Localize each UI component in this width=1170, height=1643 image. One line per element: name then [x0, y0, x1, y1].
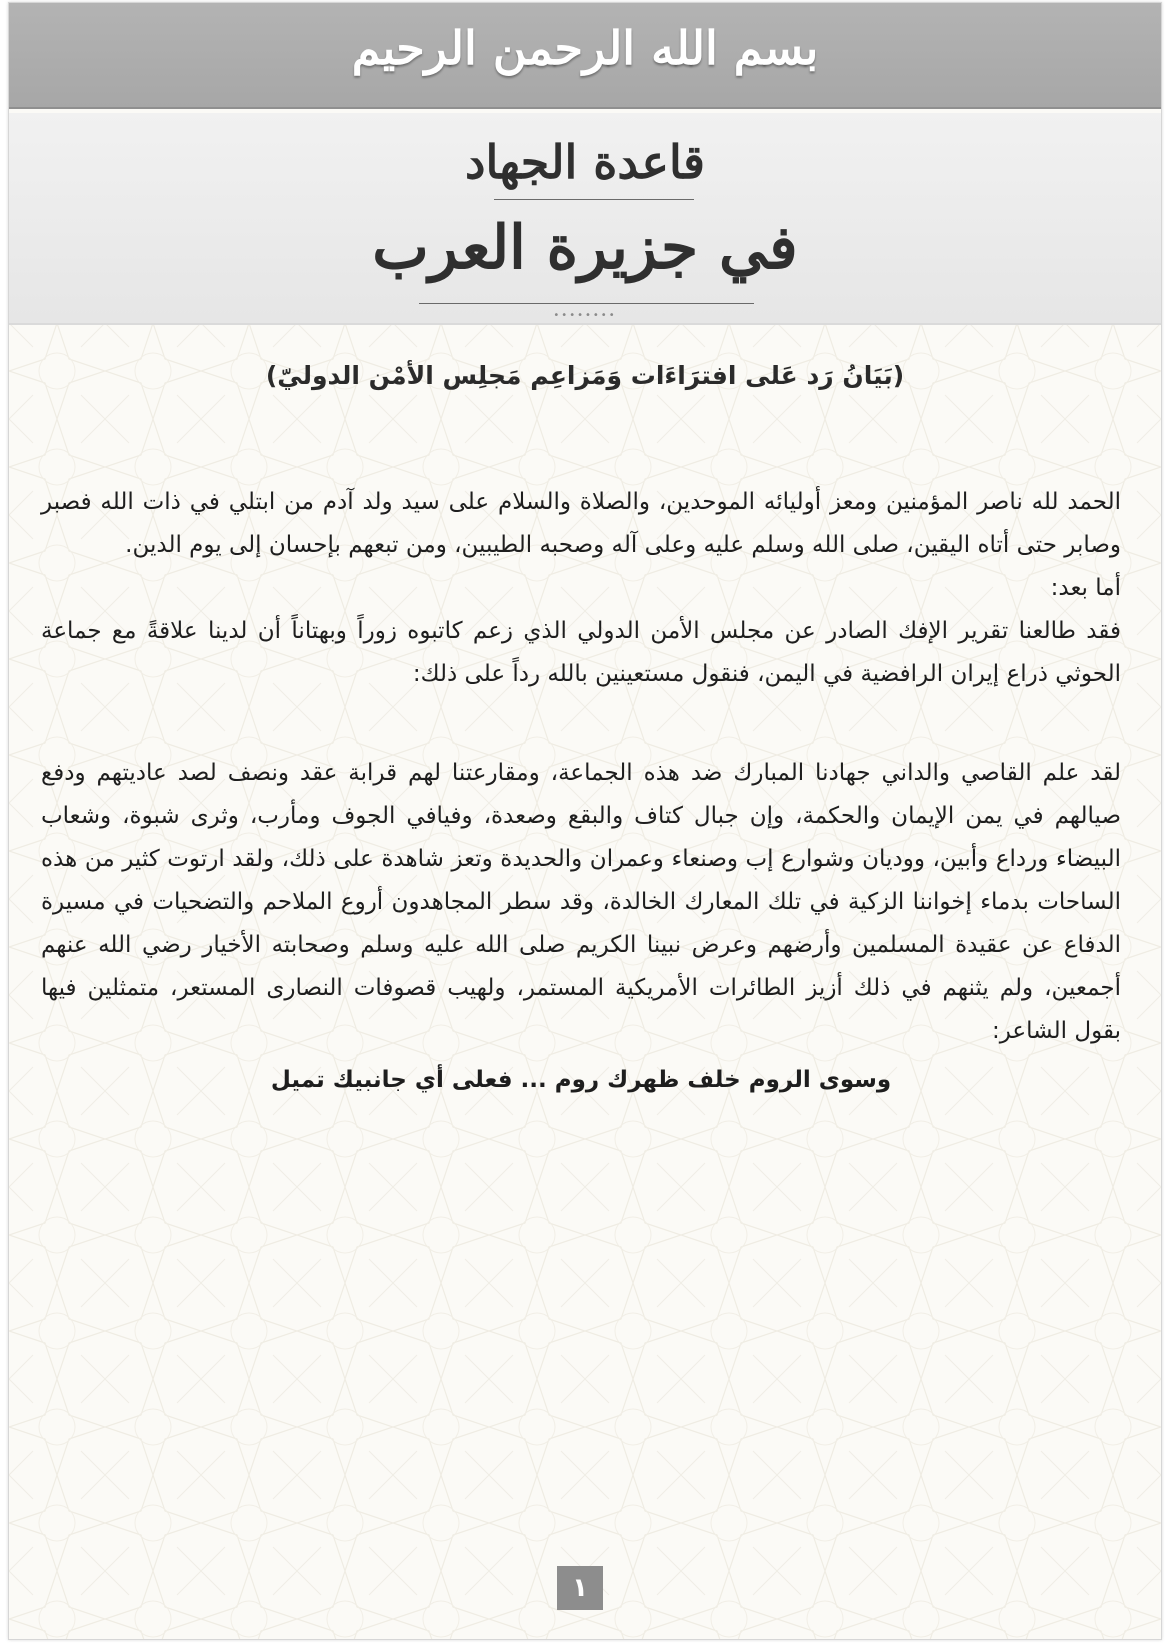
page-number-badge: ١: [557, 1566, 603, 1610]
basmala-calligraphy: بسم الله الرحمن الرحيم: [351, 21, 819, 75]
statement-title: (بَيَانُ رَد عَلى افترَاءَات وَمَزاعِم مَجلِس الأمْن الدوليّ): [265, 361, 905, 390]
top-banner: [9, 3, 1161, 109]
organization-name-line2: في جزيرة العرب: [372, 213, 798, 283]
organization-name-line1: قاعدة الجهاد: [465, 135, 705, 189]
statement-body: [41, 481, 1121, 1102]
paragraph-gap: [41, 696, 1121, 752]
paragraph-report-response: فقد طالعنا تقرير الإفك الصادر عن مجلس الأمن الدولي الذي زعم كاتبوه زوراً وبهتاناً أن لدينا علاقةً مع جماعة الحوثي ذراع إيران الرافضية في اليمن، فنقول مستعينين بالله رداً على ذلك:: [41, 618, 1121, 687]
poetry-verse: وسوى الروم خلف ظهرك روم ... فعلى أي جانبيك تميل: [270, 1067, 892, 1093]
paragraph-jihad-history: لقد علم القاصي والداني جهادنا المبارك ضد هذه الجماعة، ومقارعتنا لهم قرابة عقد ونصف لصد عاديتهم ودفع صيالهم في يمن الإيمان والحكمة، وإن جبال كتاف والبقع وصعدة، وفيافي الجوف ومأرب، وثرى شبوة، وشعاب البيضاء ورداع وأبين، ووديان وشوارع إب وصنعاء وعمران والحديدة وتعز شاهدة على ذلك، ولقد ارتوت كثير من هذه الساحات بدماء إخواننا الزكية في تلك المعارك الخالدة، وقد سطر المجاهدون أروع الملاحم والتضحيات في مسيرة الدفاع عن عقيدة المسلمين وأرضهم وعرض نبينا الكريم صلى الله عليه وسلم وصحابته الأخيار رضي الله عنهم أجمعين، ولم يثنهم في ذلك أزيز الطائرات الأمريكية المستمر، ولهيب قصوفات النصارى المستعر، متمثلين فيها بقول الشاعر:: [41, 760, 1121, 1044]
title-underline-2: [419, 303, 754, 304]
paragraph-opening: الحمد لله ناصر المؤمنين ومعز أوليائه الموحدين، والصلاة والسلام على سيد ولد آدم من ابتلي في ذات الله فصبر وصابر حتى أتاه اليقين، صلى الله وسلم عليه وعلى آله وصحبه الطيبين، ومن تبعهم بإحسان إلى يوم الدين.: [41, 489, 1121, 558]
title-underline-1: [494, 199, 694, 200]
dotted-separator: ••••••••: [553, 310, 617, 321]
document-page: [8, 2, 1162, 1640]
paragraph-amma-bad: أما بعد:: [1050, 575, 1121, 601]
organization-header: [9, 113, 1161, 325]
